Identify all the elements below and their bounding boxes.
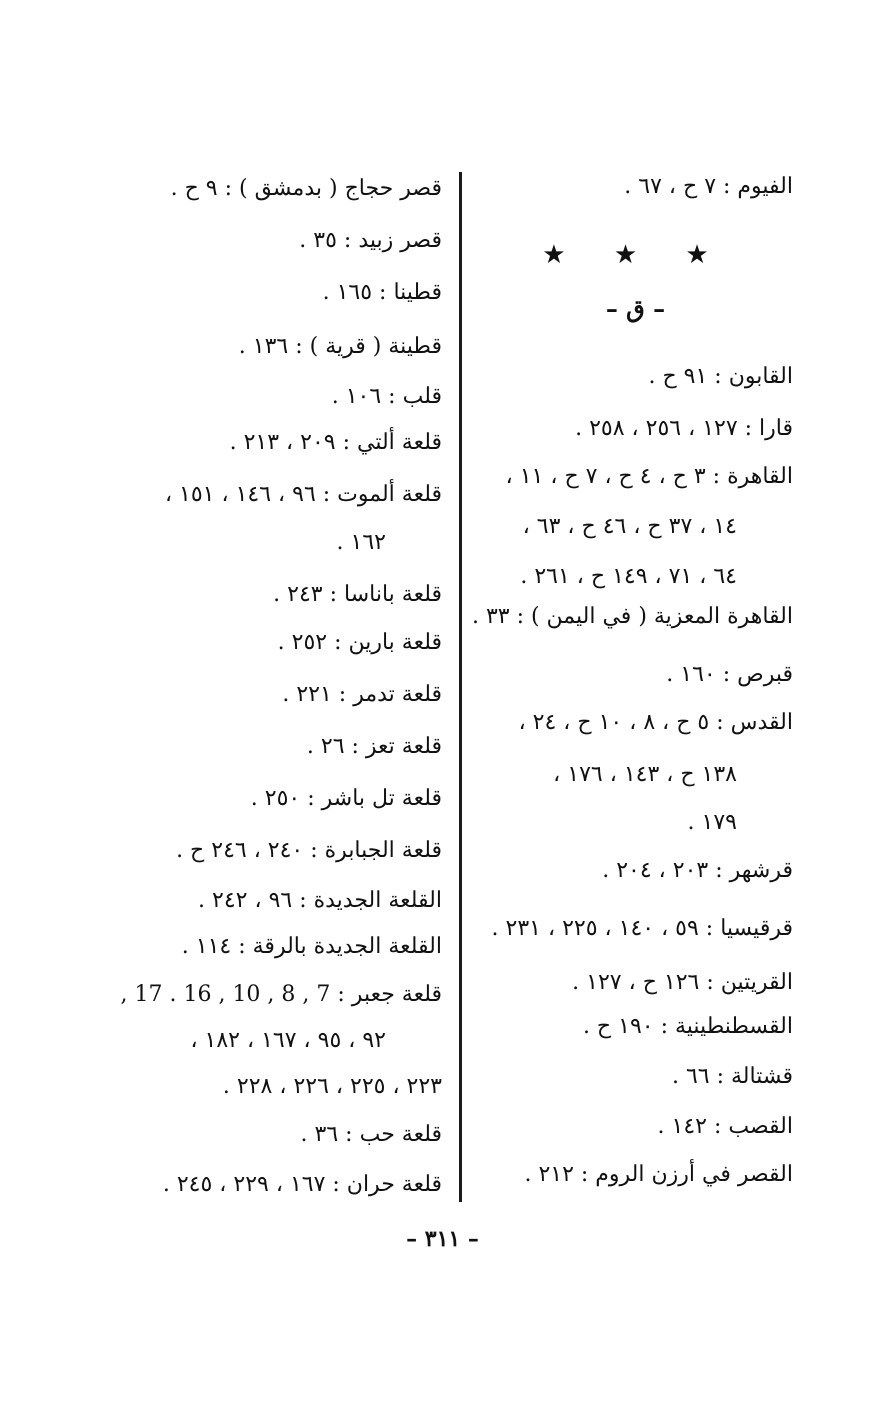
index-entry: القصب : ١٤٢ .: [657, 1114, 793, 1139]
index-entry: قلعة تعز : ٢٦ .: [306, 734, 442, 759]
index-entry: قرشهر : ٢٠٣ ، ٢٠٤ .: [602, 858, 793, 883]
index-entry: القسطنطينية : ١٩٠ ح .: [582, 1014, 793, 1039]
index-entry: القصر في أرزن الروم : ٢١٢ .: [524, 1162, 793, 1187]
index-entry: قطينا : ١٦٥ .: [322, 280, 442, 305]
index-entry: قلعة تل باشر : ٢٥٠ .: [250, 786, 442, 811]
index-entry-continuation: ١٧٩ .: [687, 810, 737, 835]
index-entry: قرقيسيا : ٥٩ ، ١٤٠ ، ٢٢٥ ، ٢٣١ .: [491, 916, 793, 941]
index-entry: قلعة حب : ٣٦ .: [300, 1122, 442, 1147]
index-entry: القابون : ٩١ ح .: [648, 364, 793, 389]
index-entry: قصر زبيد : ٣٥ .: [299, 228, 442, 253]
stars-ornament: ★ ★ ★: [542, 240, 729, 270]
index-entry: الفيوم : ٧ ح ، ٦٧ .: [624, 174, 793, 199]
index-entry: قلعة بارين : ٢٥٢ .: [277, 630, 442, 655]
section-letter-heading: – ق –: [605, 294, 666, 323]
index-entry: قشتالة : ٦٦ .: [671, 1064, 793, 1089]
index-entry-continuation: ٩٢ ، ٩٥ ، ١٦٧ ، ١٨٢ ،: [190, 1028, 386, 1053]
index-entry: قطينة ( قرية ) : ١٣٦ .: [238, 334, 442, 359]
index-entry: قصر حجاج ( بدمشق ) : ٩ ح .: [170, 176, 442, 201]
index-entry: قلعة باناسا : ٢٤٣ .: [273, 582, 442, 607]
index-entry: قلعة ألتي : ٢٠٩ ، ٢١٣ .: [229, 430, 442, 455]
index-entry: القريتين : ١٢٦ ح ، ١٢٧ .: [572, 970, 793, 995]
column-divider: [459, 172, 462, 1202]
index-entry: القاهرة : ٣ ح ، ٤ ح ، ٧ ح ، ١١ ،: [505, 464, 793, 489]
index-entry: القلعة الجديدة بالرقة : ١١٤ .: [181, 934, 442, 959]
index-entry: قلعة حران : ١٦٧ ، ٢٢٩ ، ٢٤٥ .: [162, 1172, 442, 1197]
index-entry: قلعة جعبر : 7 , 8 , 10 , 16 . 17 ,: [120, 982, 442, 1007]
index-entry: القاهرة المعزية ( في اليمن ) : ٣٣ .: [471, 604, 793, 629]
index-entry: قبرص : ١٦٠ .: [666, 662, 793, 687]
index-entry: قلعة ألموت : ٩٦ ، ١٤٦ ، ١٥١ ،: [164, 482, 442, 507]
page-number: – ٣١١ –: [406, 1226, 479, 1252]
index-entry-continuation: ٦٤ ، ٧١ ، ١٤٩ ح ، ٢٦١ .: [520, 564, 737, 589]
index-entry: قلعة الجبابرة : ٢٤٠ ، ٢٤٦ ح .: [176, 838, 442, 863]
index-entry: قلب : ١٠٦ .: [331, 384, 442, 409]
index-entry-continuation: ٢٢٣ ، ٢٢٥ ، ٢٢٦ ، ٢٢٨ .: [222, 1074, 442, 1099]
index-entry-continuation: ١٣٨ ح ، ١٤٣ ، ١٧٦ ،: [553, 762, 737, 787]
index-entry: القدس : ٥ ح ، ٨ ، ١٠ ح ، ٢٤ ،: [518, 710, 793, 735]
index-entry: قلعة تدمر : ٢٢١ .: [282, 682, 442, 707]
index-entry-continuation: ١٦٢ .: [336, 530, 386, 555]
index-entry-continuation: ١٤ ، ٣٧ ح ، ٤٦ ح ، ٦٣ ،: [522, 514, 737, 539]
index-entry: القلعة الجديدة : ٩٦ ، ٢٤٢ .: [198, 888, 442, 913]
index-entry: قارا : ١٢٧ ، ٢٥٦ ، ٢٥٨ .: [575, 416, 793, 441]
